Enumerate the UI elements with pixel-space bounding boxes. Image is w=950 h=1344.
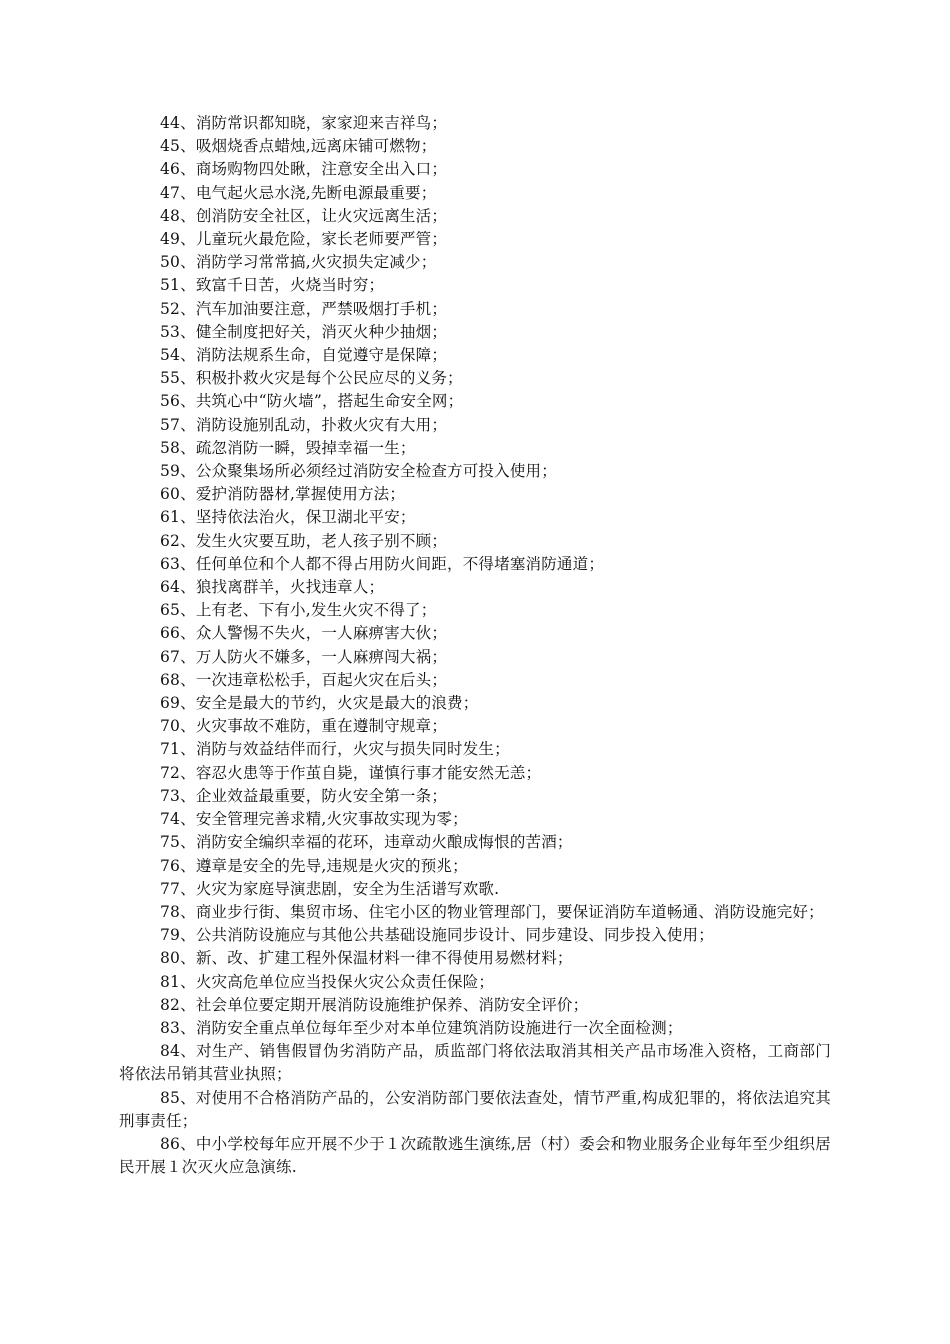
list-item: 59、公众聚集场所必须经过消防安全检查方可投入使用； [160, 462, 557, 481]
list-item: 66、众人警惕不失火，一人麻痹害大伙； [160, 624, 448, 643]
list-item: 82、社会单位要定期开展消防设施维护保养、消防安全评价； [160, 995, 589, 1014]
list-item: 72、容忍火患等于作茧自毙，谨慎行事才能安然无恙； [160, 763, 542, 782]
list-item: 80、新、改、扩建工程外保温材料一律不得使用易燃材料； [160, 949, 573, 968]
list-item: 76、遵章是安全的先导,违规是火灾的预兆； [160, 856, 468, 875]
list-item: 64、狼找离群羊，火找违章人； [160, 578, 385, 597]
list-item: 50、消防学习常常搞,火灾损失定减少； [160, 253, 437, 272]
list-item: 56、共筑心中“防火墙”，搭起生命安全网； [160, 392, 464, 411]
list-item: 62、发生火灾要互助，老人孩子别不顾； [160, 531, 448, 550]
list-item: 67、万人防火不嫌多，一人麻痹闯大祸； [160, 647, 448, 666]
list-item: 51、致富千日苦，火烧当时穷； [160, 276, 385, 295]
list-item: 60、爱护消防器材,掌握使用方法； [160, 485, 406, 504]
list-item: 49、儿童玩火最危险，家长老师要严管； [160, 230, 448, 249]
list-item: 73、企业效益最重要，防火安全第一条； [160, 786, 448, 805]
list-item: 58、疏忽消防一瞬，毁掉幸福一生； [160, 438, 416, 457]
list-item: 79、公共消防设施应与其他公共基础设施同步设计、同步建设、同步投入使用； [160, 926, 714, 945]
list-item: 69、安全是最大的节约，火灾是最大的浪费； [160, 694, 479, 713]
list-item: 53、健全制度把好关，消灭火种少抽烟； [160, 322, 448, 341]
list-item: 71、消防与效益结伴而行，火灾与损失同时发生； [160, 740, 510, 759]
list-item: 77、火灾为家庭导演悲剧，安全为生活谱写欢歌. [160, 879, 500, 898]
list-item: 84、对生产、销售假冒伪劣消防产品，质监部门将依法取消其相关产品市场准入资格，工商部门将依法吊销其营业执照； [119, 1042, 831, 1084]
list-item: 68、一次违章松松手，百起火灾在后头； [160, 670, 448, 689]
list-item: 86、中小学校每年应开展不少于１次疏散逃生演练,居（村）委会和物业服务企业每年至少组织居民开展１次灭火应急演练. [119, 1134, 831, 1177]
list-item: 81、火灾高危单位应当投保火灾公众责任保险； [160, 972, 495, 991]
list-item: 65、上有老、下有小,发生火灾不得了； [160, 601, 437, 620]
list-item: 78、商业步行街、集贸市场、住宅小区的物业管理部门，要保证消防车道畅通、消防设施完好； [160, 902, 824, 921]
list-item: 85、对使用不合格消防产品的，公安消防部门要依法查处，情节严重,构成犯罪的，将依法追究其刑事责任； [119, 1088, 831, 1130]
list-item: 63、任何单位和个人都不得占用防火间距，不得堵塞消防通道； [160, 554, 605, 573]
list-item: 45、吸烟烧香点蜡烛,远离床铺可燃物； [160, 137, 437, 156]
list-item: 44、消防常识都知晓，家家迎来吉祥鸟； [160, 114, 448, 132]
list-item: 75、消防安全编织幸福的花环，违章动火酿成悔恨的苦酒； [160, 833, 573, 852]
list-item: 47、电气起火忌水浇,先断电源最重要； [160, 183, 437, 202]
list-item: 52、汽车加油要注意，严禁吸烟打手机； [160, 299, 448, 318]
list-item: 83、消防安全重点单位每年至少对本单位建筑消防设施进行一次全面检测； [160, 1018, 683, 1037]
list-item: 46、商场购物四处瞅，注意安全出入口； [160, 160, 448, 179]
list-item: 57、消防设施别乱动，扑救火灾有大用； [160, 415, 448, 434]
list-item: 70、火灾事故不难防，重在遵制守规章； [160, 717, 448, 736]
list-item: 54、消防法规系生命，自觉遵守是保障； [160, 346, 448, 365]
list-item: 74、安全管理完善求精,火灾事故实现为零； [160, 810, 468, 829]
list-item: 61、坚持依法治火，保卫湖北平安； [160, 508, 416, 527]
list-item: 55、积极扑救火灾是每个公民应尽的义务； [160, 369, 463, 388]
slogan-list [119, 112, 831, 1179]
list-item: 48、创消防安全社区，让火灾远离生活； [160, 206, 448, 225]
